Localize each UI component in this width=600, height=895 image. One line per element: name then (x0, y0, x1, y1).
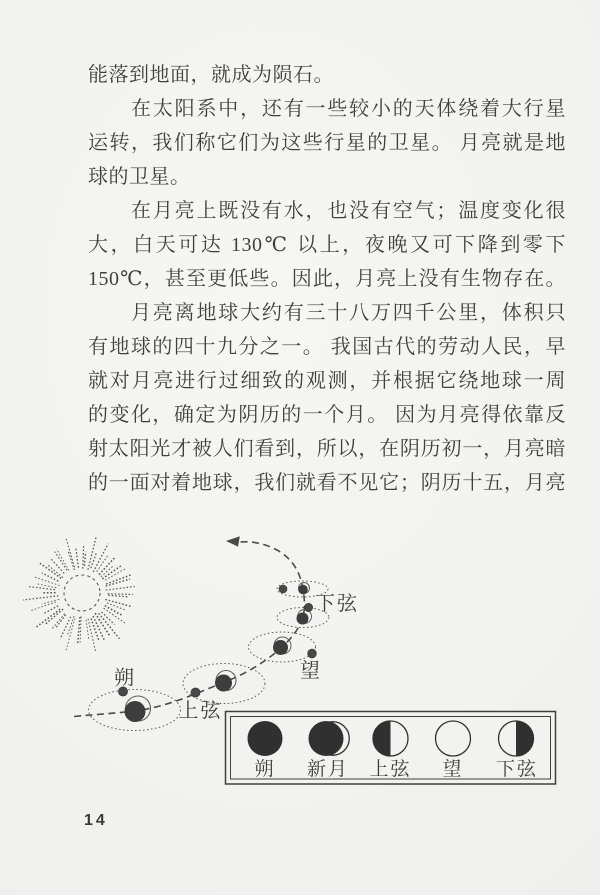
legend-moon-new-icon (248, 721, 283, 756)
text-line: 的一面对着地球，我们就看不见它；阴历十五，月亮 (88, 472, 566, 494)
earth-wang (273, 637, 291, 655)
label-xiaxian: 下弦 (315, 593, 359, 615)
text-line: 就对月亮进行过细致的观测，并根据它绕地球一周 (88, 370, 566, 392)
text-line: 在月亮上既没有水，也没有空气；温度变化很 (131, 200, 566, 222)
text-line: 大，白天可达 130℃ 以上，夜晚又可下降到零下 (88, 234, 566, 256)
moon-xiaxian (304, 603, 312, 611)
text-line: 在太阳系中，还有一些较小的天体绕着大行星 (131, 98, 566, 120)
moon-wang (308, 649, 317, 658)
legend-moon-crescent-dark (309, 721, 344, 756)
legend-label: 朔 (254, 759, 276, 780)
legend-label: 上弦 (369, 759, 412, 780)
sun-rays (23, 538, 135, 653)
text-line: 运转，我们称它们为这些行星的卫星。 月亮就是地 (88, 132, 566, 154)
label-shuo: 朔 (114, 667, 136, 690)
moon-top (279, 585, 287, 593)
sun-core-circle (64, 575, 100, 611)
legend-label: 下弦 (495, 759, 539, 780)
text-line: 能落到地面，就成为陨石。 (88, 64, 334, 86)
label-shangxian: 上弦 (178, 700, 223, 722)
earth-shangxian (215, 671, 236, 692)
phase-legend (226, 712, 556, 785)
moon-phases-figure (0, 510, 600, 840)
label-wang: 望 (300, 660, 322, 682)
page-number: 14 (84, 812, 108, 829)
text-line: 有地球的四十九分之一。 我国古代的劳动人民，早 (88, 336, 566, 358)
text-line: 射太阳光才被人们看到，所以，在阴历初一，月亮暗 (88, 438, 566, 460)
text-line: 球的卫星。 (88, 166, 191, 188)
body-text (88, 58, 566, 500)
legend-label: 望 (442, 759, 464, 780)
legend-moon-full-icon (436, 721, 471, 756)
legend-label: 新月 (306, 759, 350, 780)
text-line: 150℃，甚至更低些。因此，月亮上没有生物存在。 (88, 268, 566, 290)
text-line: 月亮离地球大约有三十八万四千公里，体积只 (131, 302, 566, 324)
trajectory-path (74, 542, 304, 717)
sun (23, 538, 135, 653)
trajectory-arrowhead (226, 536, 240, 546)
earth-top (298, 583, 309, 595)
text-line: 的变化，确定为阴历的一个月。 因为月亮得依靠反 (88, 404, 566, 426)
moon-shangxian (191, 688, 200, 697)
